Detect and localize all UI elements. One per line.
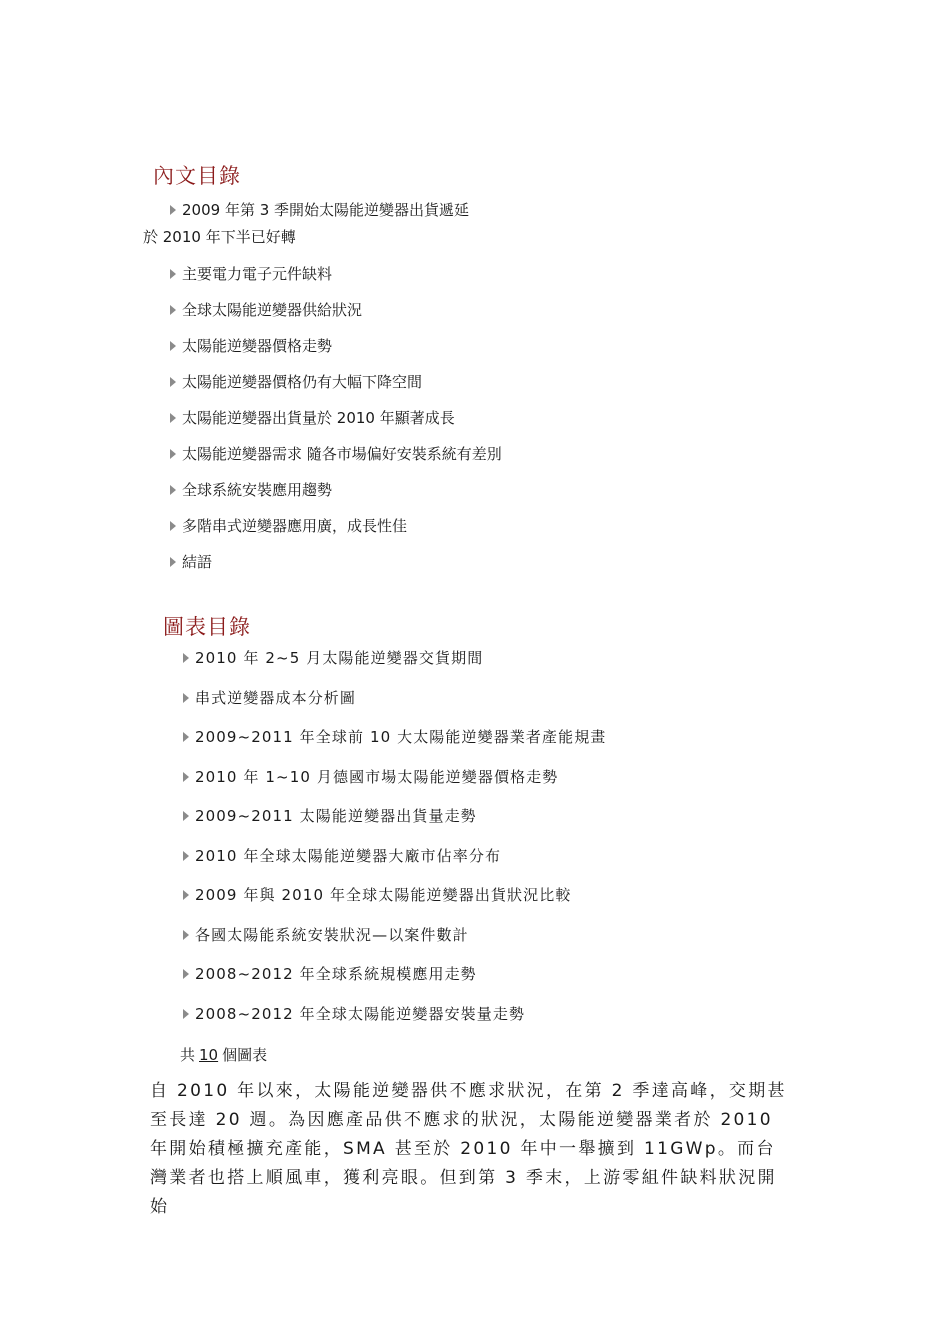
toc-item-label: 主要電力電子元件缺料 [182, 265, 333, 283]
toc-item[interactable] [170, 516, 407, 536]
triangle-right-icon [183, 693, 189, 703]
toc-item-label: 太陽能逆變器價格走勢 [182, 337, 333, 355]
figure-item[interactable] [183, 688, 356, 708]
figure-item-label: 2010 年全球太陽能逆變器大廠市佔率分布 [195, 847, 502, 865]
triangle-right-icon [183, 653, 189, 663]
figure-count-prefix: 共 [180, 1046, 196, 1064]
triangle-right-icon [183, 969, 189, 979]
toc-item[interactable] [170, 336, 332, 356]
body-paragraph: 自 2010 年以來，太陽能逆變器供不應求狀況，在第 2 季達高峰，交期甚至長達 20 週。為因應產品供不應求的狀況，太陽能逆變器業者於 2010 年開始積極擴充產能，SMA 甚至於 2010 年中一舉擴到 11GWp。而台灣業者也搭上順風車，獲利亮眼。但到第 3 季末，上游零組件缺料狀況開始 [150, 1081, 787, 1217]
figures-heading: 圖表目錄 [163, 615, 251, 639]
toc-item[interactable] [170, 300, 362, 320]
toc-item-label: 太陽能逆變器出貨量於 2010 年顯著成長 [182, 409, 455, 427]
figure-count [180, 1044, 267, 1065]
triangle-right-icon [170, 341, 176, 351]
toc-item[interactable] [170, 552, 212, 572]
toc-item-label: 太陽能逆變器需求 隨各市場偏好安裝系統有差別 [182, 445, 502, 463]
figure-item[interactable] [183, 846, 501, 866]
toc-item[interactable] [170, 372, 422, 392]
toc-item[interactable] [170, 264, 332, 284]
triangle-right-icon [170, 413, 176, 423]
triangle-right-icon [183, 930, 189, 940]
toc-item-label: 結語 [182, 553, 213, 571]
figure-item[interactable] [183, 1004, 525, 1024]
toc-item[interactable] [170, 480, 332, 500]
figure-item[interactable] [183, 925, 469, 945]
toc-item-label: 全球系統安裝應用趨勢 [182, 481, 333, 499]
toc-item[interactable] [170, 444, 502, 464]
figure-item-label: 串式逆變器成本分析圖 [195, 689, 357, 707]
toc-item-label: 太陽能逆變器價格仍有大幅下降空間 [182, 373, 423, 391]
triangle-right-icon [170, 305, 176, 315]
triangle-right-icon [170, 205, 176, 215]
figure-count-number[interactable]: 10 [199, 1046, 219, 1064]
toc-item-label: 2009 年第 3 季開始太陽能逆變器出貨遞延 [182, 201, 470, 219]
figure-item-label: 各國太陽能系統安裝狀況—以案件數計 [195, 926, 469, 944]
triangle-right-icon [170, 449, 176, 459]
triangle-right-icon [170, 377, 176, 387]
toc-item-label: 多階串式逆變器應用廣，成長性佳 [182, 517, 408, 535]
figure-item-label: 2009~2011 太陽能逆變器出貨量走勢 [195, 807, 477, 825]
toc-item-label: 全球太陽能逆變器供給狀況 [182, 301, 363, 319]
triangle-right-icon [183, 732, 189, 742]
figure-item[interactable] [183, 767, 558, 787]
triangle-right-icon [170, 557, 176, 567]
toc-item[interactable] [143, 200, 470, 246]
figure-item-label: 2009 年與 2010 年全球太陽能逆變器出貨狀況比較 [195, 886, 572, 904]
triangle-right-icon [183, 851, 189, 861]
figure-item[interactable] [183, 964, 477, 984]
triangle-right-icon [170, 521, 176, 531]
triangle-right-icon [170, 485, 176, 495]
figure-item-label: 2010 年 2~5 月太陽能逆變器交貨期間 [195, 649, 484, 667]
figure-item-label: 2009~2011 年全球前 10 大太陽能逆變器業者產能規畫 [195, 728, 607, 746]
toc-item[interactable] [170, 408, 455, 428]
toc-heading: 內文目錄 [153, 164, 241, 188]
triangle-right-icon [183, 811, 189, 821]
figure-item[interactable] [183, 806, 477, 826]
triangle-right-icon [183, 1009, 189, 1019]
figure-item-label: 2008~2012 年全球系統規模應用走勢 [195, 965, 477, 983]
figure-item-label: 2008~2012 年全球太陽能逆變器安裝量走勢 [195, 1005, 526, 1023]
triangle-right-icon [183, 890, 189, 900]
toc-item-label-continued: 於 2010 年下半已好轉 [143, 228, 296, 246]
figure-item[interactable] [183, 885, 571, 905]
triangle-right-icon [183, 772, 189, 782]
figure-item[interactable] [183, 727, 606, 747]
triangle-right-icon [170, 269, 176, 279]
figure-item-label: 2010 年 1~10 月德國市場太陽能逆變器價格走勢 [195, 768, 559, 786]
figure-item[interactable] [183, 648, 483, 668]
figure-count-suffix: 個圖表 [222, 1046, 268, 1064]
